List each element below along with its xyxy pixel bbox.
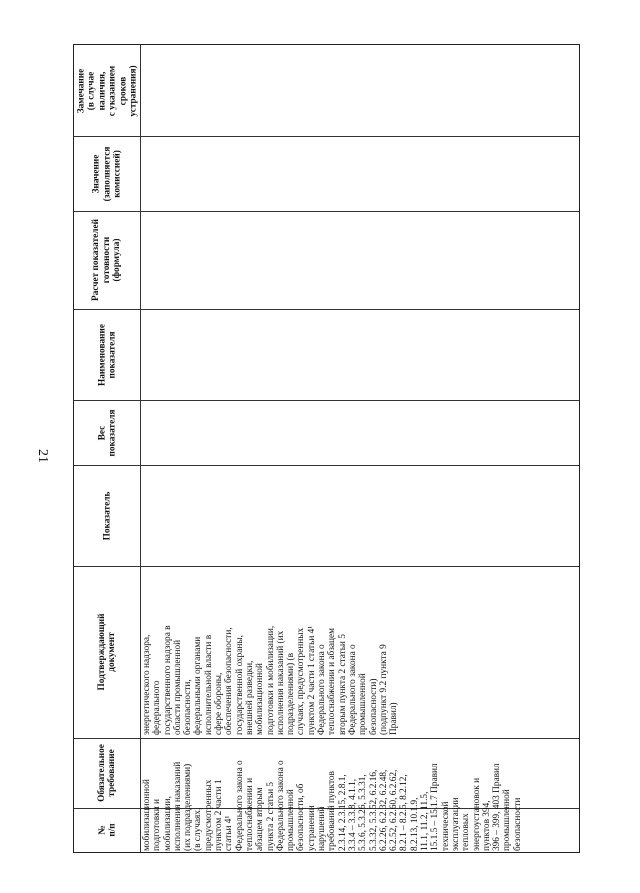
header-value: Значение (заполняется комиссией)	[91, 146, 123, 201]
header-name: Наименование показателя	[96, 323, 117, 386]
header-number: № п/п	[96, 822, 117, 837]
column-divider	[74, 738, 579, 739]
cell-document: энергетического надзора, федерального государственного надзора в области промышленной безопасности, федеральными органами исполнительной власти в сфере обороны, обеспечения безопасности, государственной охраны, внешней разведки, мобилизационной подготовки и мобилизации, исполнения наказаний (их подразделениями) (в случаях, предусмотренных пунктом 2 части 1 статьи 4¹ Федерального закона о теплоснабжении и абзацем вторым пункта 2 статьи 5 Федерального закона о промышленной безопасности) (подпункт 9.2 пункта 9 Правил)	[142, 625, 400, 735]
column-divider	[74, 400, 579, 401]
column-divider	[74, 211, 579, 212]
header-requirement: Обязательное требование	[96, 744, 117, 802]
page-number: 21	[35, 449, 50, 463]
header-remark: Замечание (в случае наличия, с указанием сроков устранения)	[75, 64, 138, 117]
column-divider	[74, 465, 579, 466]
column-divider	[74, 566, 579, 567]
column-divider	[74, 309, 579, 310]
cell-requirement: мобилизационной подготовки и мобилизации, исполнения наказаний (их подразделениями) (в случаях, предусмотренных пунктом 2 части 1 статьи 4¹ Федерального закона о теплоснабжении и абзацем вторым пункта 2 статьи 5 Федерального закона о промышленной безопасности, об устранении нарушений требований пунктов 2.3.14, 2.3.15, 2.8.1, 3.3.4 – 3.3.8, 4.1.1, 5.3.6, 5.3.26, 5.3.31, 5.3.32, 5.3.52, 6.2.16, 6.2.26, 6.2.32, 6.2.48, 6.2.52, 6.2.60, 6.2.62, 8.2.1 – 8.2.5, 8.2.12, 8.2.13, 10.1.9, 11.1, 11.2, 11.5, 15.1.5 – 15.1.7 Правил технической эксплуатации тепловых энергоустановок и пунктов 394, 396 – 399, 403 Правил промышленной безопасности	[142, 760, 523, 851]
header-weight: Вес показателя	[96, 409, 117, 456]
requirements-table	[73, 44, 580, 853]
header-document: Подтверждающий документ	[96, 613, 117, 691]
header-formula: Расчет показателей готовности (формула)	[91, 219, 123, 301]
column-divider	[74, 136, 579, 137]
header-indicator: Показатель	[101, 491, 112, 540]
